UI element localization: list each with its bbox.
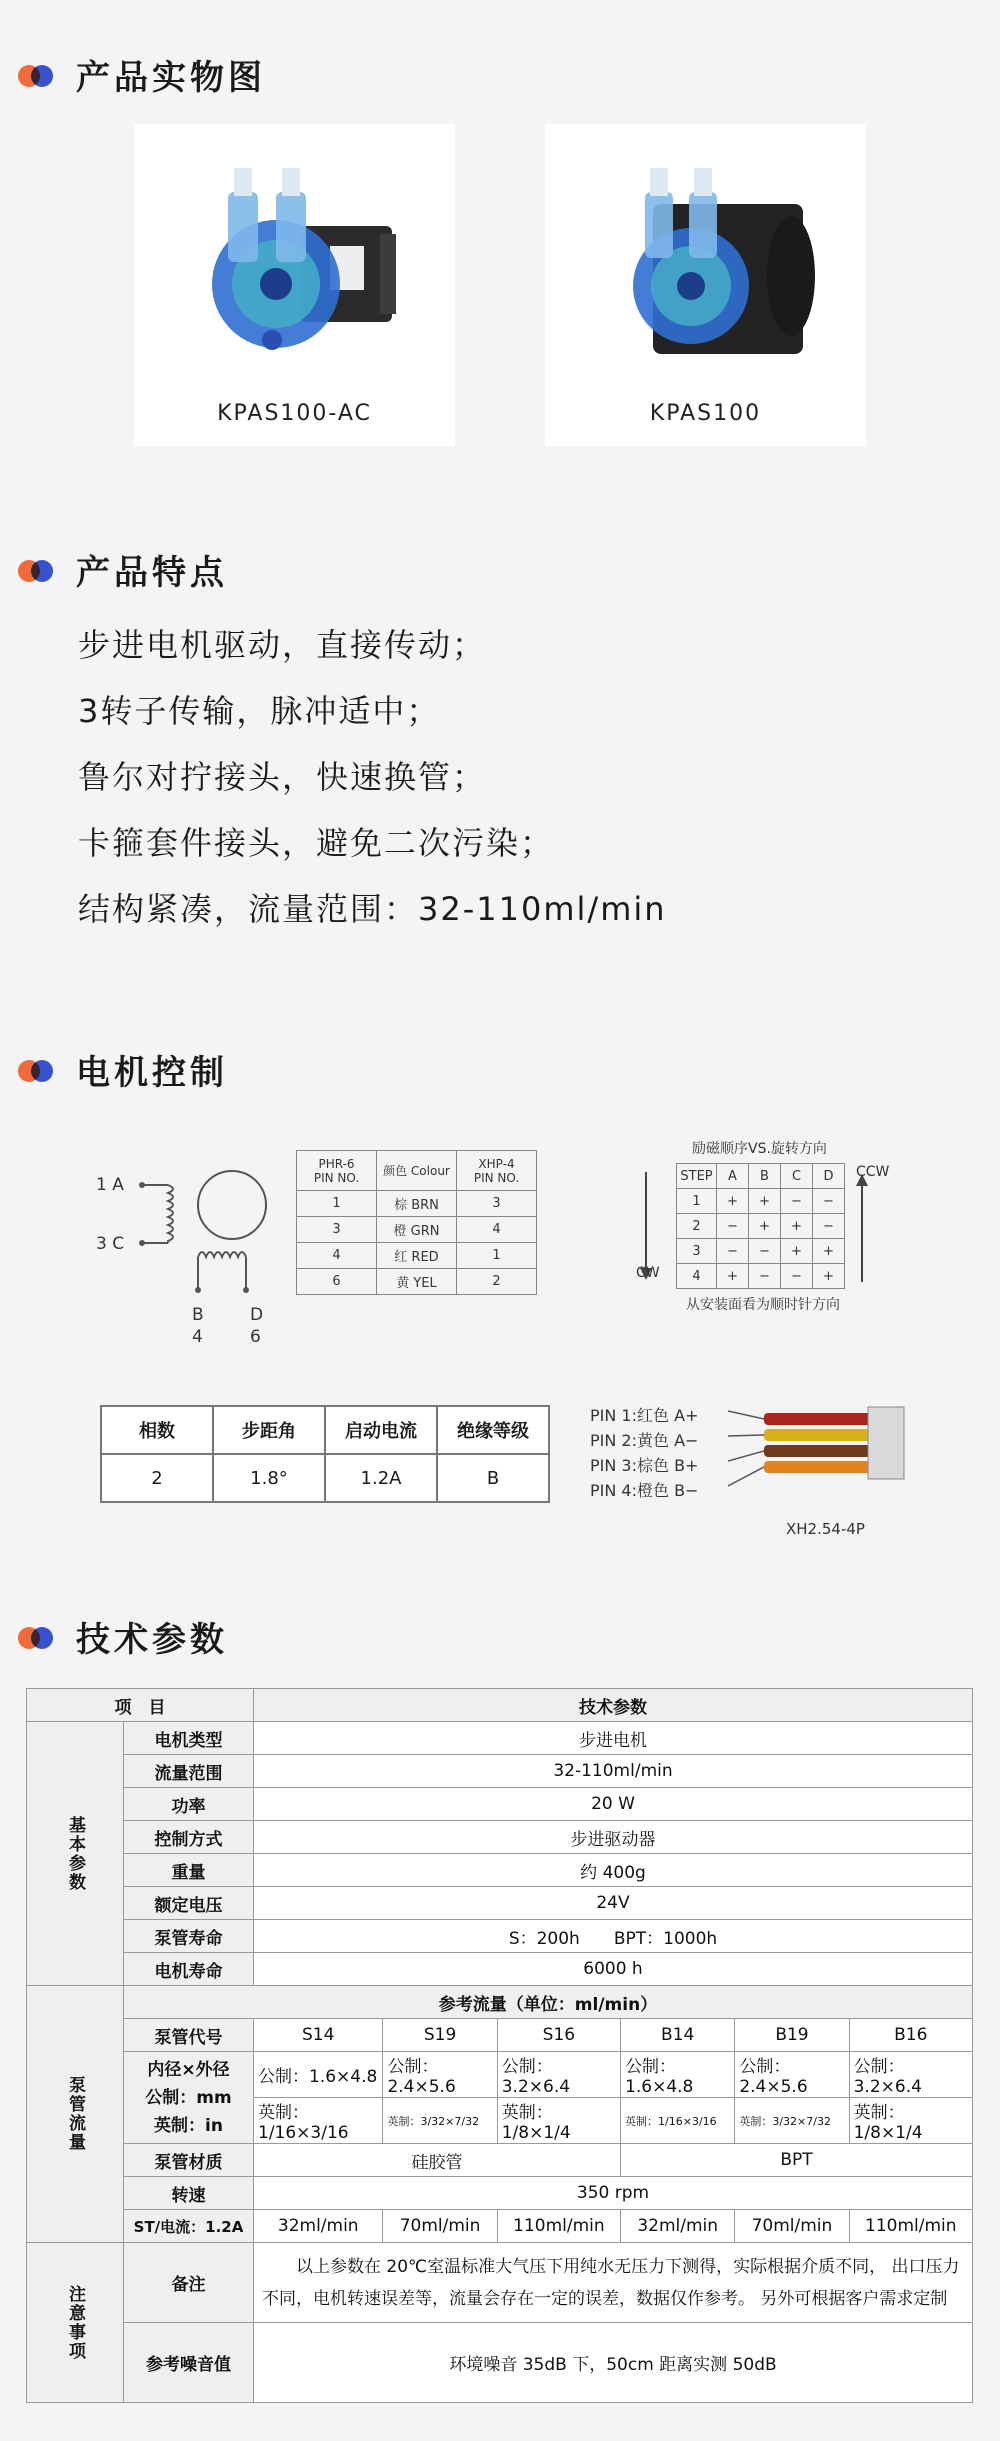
row-label: 控制方式 xyxy=(124,1821,254,1854)
table-cell: 英制：3/32×7/32 xyxy=(383,2098,497,2144)
table-cell: 英制：1/16×3/16 xyxy=(621,2098,735,2144)
table-cell: 110ml/min xyxy=(497,2210,620,2243)
table-cell: 3 xyxy=(297,1217,377,1243)
table-cell: + xyxy=(781,1239,813,1264)
coil-label-b-num: 4 xyxy=(192,1327,203,1347)
category-note: 注意事项 xyxy=(27,2243,124,2403)
table-cell: 相数 xyxy=(101,1406,213,1454)
pump-ac-image xyxy=(180,164,410,364)
table-row xyxy=(677,1214,845,1239)
table-row xyxy=(27,1953,973,1986)
pump-image xyxy=(591,164,821,364)
table-cell: 启动电流 xyxy=(325,1406,437,1454)
motor-spec-table xyxy=(100,1405,550,1503)
table-cell: D xyxy=(813,1164,845,1189)
table-cell: 4 xyxy=(297,1243,377,1269)
row-label: 参考噪音值 xyxy=(124,2323,254,2403)
table-cell: S16 xyxy=(497,2019,620,2052)
section-header-motor xyxy=(18,1045,228,1094)
table-cell: 3 xyxy=(677,1239,717,1264)
product-photo-card xyxy=(545,124,866,446)
table-row xyxy=(27,1722,973,1755)
table-cell: 英制：1/8×1/4 xyxy=(497,2098,620,2144)
table-cell: 公制：3.2×6.4 xyxy=(497,2052,620,2098)
pin-label: PIN 4:橙色 B− xyxy=(590,1481,699,1500)
table-cell: B xyxy=(437,1454,549,1502)
table-cell: 4 xyxy=(677,1264,717,1289)
table-cell: 公制：1.6×4.8 xyxy=(254,2052,383,2098)
table-header: 技术参数 xyxy=(254,1689,973,1722)
table-row xyxy=(27,2177,973,2210)
feature-item: 结构紧凑，流量范围：32-110ml/min xyxy=(78,890,667,928)
section-dot-icon xyxy=(18,63,58,87)
cw-label: CW xyxy=(636,1265,660,1281)
table-cell: 70ml/min xyxy=(383,2210,497,2243)
table-cell: B16 xyxy=(849,2019,972,2052)
table-cell: 1.2A xyxy=(325,1454,437,1502)
section-title: 产品实物图 xyxy=(76,58,266,98)
wire-table-header: 颜色 Colour xyxy=(377,1151,457,1191)
table-cell: 绝缘等级 xyxy=(437,1406,549,1454)
row-value: 环境噪音 35dB 下，50cm 距离实测 50dB xyxy=(254,2323,973,2403)
row-label: 功率 xyxy=(124,1788,254,1821)
row-value: 步进电机 xyxy=(254,1722,973,1755)
table-cell: + xyxy=(749,1214,781,1239)
coil-label-d-num: 6 xyxy=(250,1327,261,1347)
table-cell: A xyxy=(717,1164,749,1189)
row-label: 泵管材质 xyxy=(124,2144,254,2177)
coil-label-d: D xyxy=(250,1305,264,1325)
table-row xyxy=(27,1821,973,1854)
section-dot-icon xyxy=(18,558,58,582)
connector-icon xyxy=(728,1405,908,1505)
row-label: 重量 xyxy=(124,1854,254,1887)
table-cell: 英制：1/8×1/4 xyxy=(849,2098,972,2144)
section-header-photos xyxy=(18,50,266,99)
section-title: 技术参数 xyxy=(76,1620,228,1660)
table-row xyxy=(27,2144,973,2177)
table-row xyxy=(677,1264,845,1289)
row-value: 6000 h xyxy=(254,1953,973,1986)
table-cell: − xyxy=(717,1214,749,1239)
dim-label: 公制：mm xyxy=(145,2087,232,2108)
table-cell: BPT xyxy=(621,2144,973,2177)
table-row xyxy=(27,1986,973,2019)
feature-item: 鲁尔对拧接头，快速换管； xyxy=(78,758,487,796)
table-cell: 棕 BRN xyxy=(377,1191,457,1217)
table-cell: 公制：2.4×5.6 xyxy=(383,2052,497,2098)
ccw-label: CCW xyxy=(856,1164,890,1180)
table-cell: C xyxy=(781,1164,813,1189)
table-row xyxy=(27,1755,973,1788)
table-cell: B xyxy=(749,1164,781,1189)
flow-title: 参考流量（单位：ml/min） xyxy=(124,1986,973,2019)
table-cell: 公制：1.6×4.8 xyxy=(621,2052,735,2098)
table-cell: + xyxy=(717,1264,749,1289)
table-cell: 6 xyxy=(297,1269,377,1295)
row-value: S：200h BPT：1000h xyxy=(254,1920,973,1953)
table-row xyxy=(101,1454,549,1502)
step-footer: 从安装面看为顺时针方向 xyxy=(686,1297,840,1313)
table-cell: 1 xyxy=(297,1191,377,1217)
product-caption: KPAS100-AC xyxy=(217,401,372,426)
table-cell: + xyxy=(749,1189,781,1214)
table-row xyxy=(27,2210,973,2243)
table-row xyxy=(677,1189,845,1214)
table-row xyxy=(297,1243,537,1269)
table-cell: S19 xyxy=(383,2019,497,2052)
section-title: 电机控制 xyxy=(76,1053,228,1093)
table-row xyxy=(27,1689,973,1722)
row-label: 电机寿命 xyxy=(124,1953,254,1986)
table-cell: 4 xyxy=(457,1217,537,1243)
row-value: 350 rpm xyxy=(254,2177,973,2210)
row-value: 24V xyxy=(254,1887,973,1920)
category-flow: 泵管流量 xyxy=(27,1986,124,2243)
table-cell: 1 xyxy=(677,1189,717,1214)
table-cell: 硅胶管 xyxy=(254,2144,621,2177)
table-row xyxy=(677,1239,845,1264)
table-cell: B14 xyxy=(621,2019,735,2052)
row-value: 约 400g xyxy=(254,1854,973,1887)
table-cell: 1 xyxy=(457,1243,537,1269)
dim-label: 内径×外径 xyxy=(147,2059,230,2080)
table-row xyxy=(297,1269,537,1295)
table-row xyxy=(27,2019,973,2052)
feature-item: 3转子传输，脉冲适中； xyxy=(78,692,441,730)
table-cell: 红 RED xyxy=(377,1243,457,1269)
wire-table-header: PHR-6 PIN NO. xyxy=(297,1151,377,1191)
table-cell: + xyxy=(813,1264,845,1289)
table-cell: − xyxy=(781,1189,813,1214)
row-value: 20 W xyxy=(254,1788,973,1821)
table-cell: 步距角 xyxy=(213,1406,325,1454)
pin-label: PIN 2:黄色 A− xyxy=(590,1431,699,1450)
table-cell: STEP xyxy=(677,1164,717,1189)
table-cell: 橙 GRN xyxy=(377,1217,457,1243)
table-cell: − xyxy=(813,1214,845,1239)
table-cell: 2 xyxy=(677,1214,717,1239)
table-cell: 公制：2.4×5.6 xyxy=(735,2052,849,2098)
connector-label: XH2.54-4P xyxy=(786,1520,865,1538)
table-cell: 32ml/min xyxy=(621,2210,735,2243)
tech-spec-table xyxy=(26,1688,973,2403)
product-caption: KPAS100 xyxy=(649,401,762,426)
feature-item: 步进电机驱动，直接传动； xyxy=(78,626,487,664)
table-row xyxy=(27,2323,973,2403)
table-row xyxy=(27,1887,973,1920)
wire-color-table xyxy=(296,1150,537,1295)
pin-label: PIN 1:红色 A+ xyxy=(590,1406,699,1425)
table-cell: + xyxy=(717,1189,749,1214)
step-title: 励磁顺序VS.旋转方向 xyxy=(692,1141,827,1157)
table-cell: 110ml/min xyxy=(849,2210,972,2243)
table-cell: 3 xyxy=(457,1191,537,1217)
table-cell: 黄 YEL xyxy=(377,1269,457,1295)
coil-label-c: 3 C xyxy=(96,1234,125,1254)
table-cell: 公制：3.2×6.4 xyxy=(849,2052,972,2098)
table-cell: − xyxy=(749,1264,781,1289)
row-label: 转速 xyxy=(124,2177,254,2210)
table-cell: 英制：3/32×7/32 xyxy=(735,2098,849,2144)
table-cell: + xyxy=(813,1239,845,1264)
table-row xyxy=(27,1788,973,1821)
category-basic: 基本参数 xyxy=(27,1722,124,1986)
table-cell: − xyxy=(717,1239,749,1264)
step-sequence-table xyxy=(676,1163,845,1289)
row-label: 备注 xyxy=(124,2243,254,2323)
arrow-up-icon xyxy=(852,1172,872,1282)
table-cell: 2 xyxy=(101,1454,213,1502)
wire-table-header: XHP-4 PIN NO. xyxy=(457,1151,537,1191)
row-label: 额定电压 xyxy=(124,1887,254,1920)
table-cell: − xyxy=(813,1189,845,1214)
table-row xyxy=(297,1217,537,1243)
dim-label: 英制：in xyxy=(154,2115,223,2136)
table-cell: S14 xyxy=(254,2019,383,2052)
row-label xyxy=(124,2052,254,2144)
product-photo-card-ac xyxy=(134,124,455,446)
table-cell: B19 xyxy=(735,2019,849,2052)
coil-label-a: 1 A xyxy=(96,1175,124,1195)
pin-label: PIN 3:棕色 B+ xyxy=(590,1456,699,1475)
table-row xyxy=(27,1920,973,1953)
table-cell: 英制：1/16×3/16 xyxy=(254,2098,383,2144)
row-value: 步进驱动器 xyxy=(254,1821,973,1854)
section-header-tech xyxy=(18,1612,228,1661)
feature-item: 卡箍套件接头，避免二次污染； xyxy=(78,824,555,862)
table-cell: 70ml/min xyxy=(735,2210,849,2243)
table-cell: − xyxy=(781,1264,813,1289)
table-cell: + xyxy=(781,1214,813,1239)
table-row xyxy=(27,1854,973,1887)
feature-list xyxy=(78,612,667,942)
row-value: 32-110ml/min xyxy=(254,1755,973,1788)
table-header: 项 目 xyxy=(27,1689,254,1722)
section-dot-icon xyxy=(18,1058,58,1082)
table-row xyxy=(27,2243,973,2323)
table-cell: 2 xyxy=(457,1269,537,1295)
table-cell: − xyxy=(749,1239,781,1264)
coil-label-b: B xyxy=(192,1305,204,1325)
row-label: 电机类型 xyxy=(124,1722,254,1755)
row-label: 泵管寿命 xyxy=(124,1920,254,1953)
table-cell: 32ml/min xyxy=(254,2210,383,2243)
section-title: 产品特点 xyxy=(76,553,228,593)
note-text: 以上参数在 20℃室温标准大气压下用纯水无压力下测得，实际根据介质不同， 出口压力不同，电机转速误差等，流量会存在一定的误差，数据仅作参考。 另外可根据客户需求定制 xyxy=(254,2243,973,2323)
row-label: ST/电流：1.2A xyxy=(124,2210,254,2243)
row-label: 泵管代号 xyxy=(124,2019,254,2052)
section-header-features xyxy=(18,545,228,594)
section-dot-icon xyxy=(18,1625,58,1649)
table-row xyxy=(27,2052,973,2098)
row-label: 流量范围 xyxy=(124,1755,254,1788)
table-cell: 1.8° xyxy=(213,1454,325,1502)
table-row xyxy=(297,1191,537,1217)
